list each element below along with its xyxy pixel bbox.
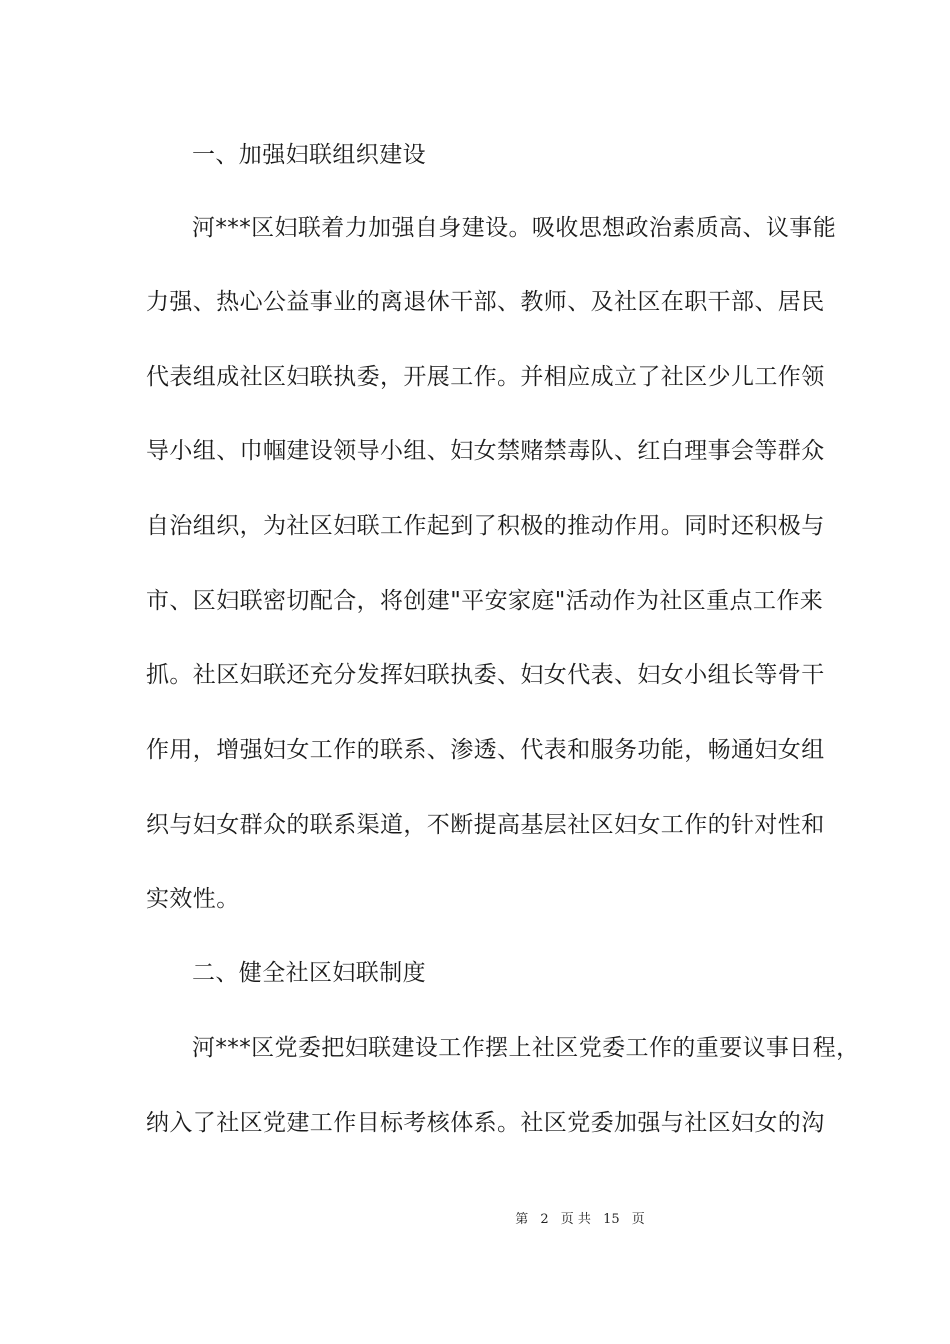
footer-prefix: 第: [515, 1212, 529, 1227]
section-heading-2: 二、健全社区妇联制度: [192, 960, 426, 986]
paragraph-line: 抓。社区妇联还充分发挥妇联执委、妇女代表、妇女小组长等骨干: [146, 662, 825, 688]
paragraph-line: 河***区党委把妇联建设工作摆上社区党委工作的重要议事日程，: [192, 1035, 860, 1061]
paragraph-line: 河***区妇联着力加强自身建设。吸收思想政治素质高、议事能: [192, 215, 837, 241]
paragraph-line: 作用，增强妇女工作的联系、渗透、代表和服务功能，畅通妇女组: [146, 737, 825, 763]
paragraph-line: 自治组织，为社区妇联工作起到了积极的推动作用。同时还积极与: [146, 513, 825, 539]
section-heading-1: 一、加强妇联组织建设: [192, 142, 426, 168]
paragraph-line: 力强、热心公益事业的离退休干部、教师、及社区在职干部、居民: [146, 289, 825, 315]
paragraph-line: 实效性。: [146, 886, 240, 912]
paragraph-line: 市、区妇联密切配合，将创建"平安家庭"活动作为社区重点工作来: [146, 588, 824, 614]
paragraph-line: 导小组、巾帼建设领导小组、妇女禁赌禁毒队、红白理事会等群众: [146, 438, 825, 464]
total-pages-number: 15: [603, 1212, 620, 1227]
footer-suffix: 页: [631, 1212, 645, 1227]
paragraph-line: 纳入了社区党建工作目标考核体系。社区党委加强与社区妇女的沟: [146, 1110, 825, 1136]
page-footer: [0, 1208, 950, 1227]
paragraph-line: 代表组成社区妇联执委，开展工作。并相应成立了社区少儿工作领: [146, 364, 825, 390]
footer-mid: 页 共: [560, 1212, 591, 1227]
current-page-number: 2: [540, 1212, 549, 1227]
paragraph-line: 织与妇女群众的联系渠道，不断提高基层社区妇女工作的针对性和: [146, 812, 825, 838]
